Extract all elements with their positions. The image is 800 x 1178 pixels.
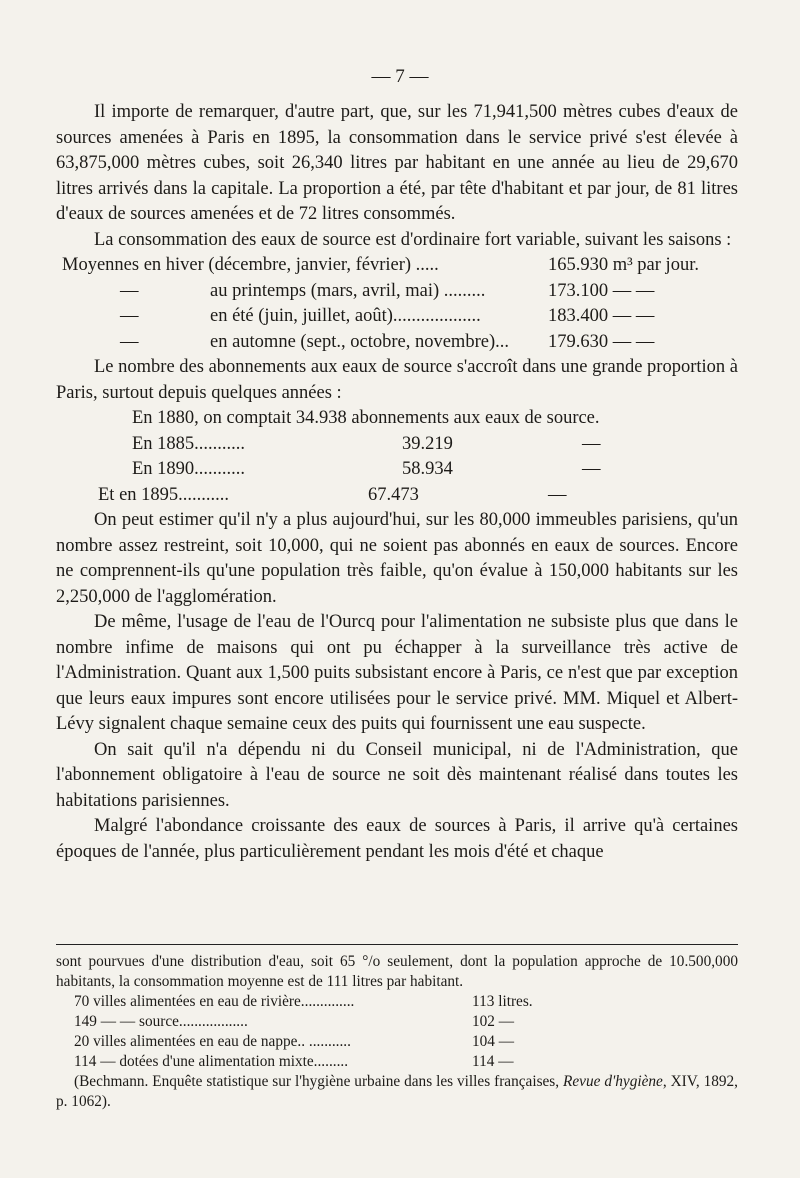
subscription-value: 58.934 — [402, 459, 453, 479]
footnote-source-prefix: (Bechmann. Enquête statistique sur l'hygiène urbaine dans les villes françaises, — [74, 1073, 560, 1090]
footnote-row — [56, 1012, 738, 1032]
paragraph-4: On peut estimer qu'il n'y a plus aujourd'hui, sur les 80,000 immeubles parisiens, qu'un nombre assez restreint, soit 10,000, qui ne soient pas abonnés en eaux de sources. Encore ne comprennent-ils qu'une population très faible, qu'on évalue à 150,000 habitants sur les 2,250,000 de l'agglomération. — [56, 510, 738, 607]
subscription-year: Et en 1895........... — [98, 484, 230, 505]
season-label: au printemps (mars, avril, mai) ......... — [210, 280, 486, 301]
main-text — [56, 100, 738, 865]
season-row — [56, 304, 738, 330]
season-row — [56, 253, 738, 279]
footnote-row — [56, 1032, 738, 1052]
footnote-intro: sont pourvues d'une distribution d'eau, soit 65 °/o seulement, dont la population approche de 10.500,000 habitants, la consommation moyenne est de 111 litres par habitant. — [56, 953, 738, 990]
footnote-value: 114 — — [472, 1053, 514, 1070]
subscription-row — [56, 432, 738, 458]
subscriptions-first-line: En 1880, on comptait 34.938 abonnements aux eaux de source. — [132, 408, 600, 428]
subscription-year: En 1890........... — [132, 459, 246, 479]
subscription-year: En 1885........... — [132, 433, 246, 454]
footnote-source — [56, 1072, 738, 1112]
footnote-value: 102 — — [472, 1013, 515, 1030]
season-table — [56, 253, 738, 355]
paragraph-7: Malgré l'abondance croissante des eaux de sources à Paris, il arrive qu'à certaines époques de l'année, plus particulièrement pendant les mois d'été et chaque — [56, 816, 738, 862]
footnote-source-journal: Revue d'hygiène — [563, 1073, 663, 1090]
season-value: 179.630 — — — [548, 331, 655, 352]
footnote-row — [56, 1052, 738, 1072]
footnote-value: 113 litres. — [472, 993, 533, 1010]
season-label: en automne (sept., octobre, novembre)... — [210, 331, 509, 352]
footnote — [56, 952, 738, 1112]
season-label: Moyennes en hiver (décembre, janvier, février) ..... — [62, 255, 439, 275]
footnote-label: 70 villes alimentées en eau de rivière.............. — [74, 993, 355, 1010]
footnote-value: 104 — — [472, 1033, 515, 1050]
season-value: 165.930 m³ par jour. — [548, 255, 699, 275]
footnote-row — [56, 992, 738, 1012]
subscription-dash: — — [582, 459, 601, 479]
season-label: en été (juin, juillet, août)................... — [210, 306, 481, 326]
subscription-value: 39.219 — [402, 433, 453, 454]
footnote-divider — [56, 944, 738, 945]
subscription-row — [56, 457, 738, 483]
season-dash: — — [120, 280, 139, 301]
footnote-label: 114 — dotées d'une alimentation mixte......... — [74, 1053, 349, 1070]
subscriptions-table — [56, 406, 738, 508]
subscription-dash: — — [582, 433, 601, 454]
season-row — [56, 279, 738, 305]
paragraph-1: Il importe de remarquer, d'autre part, que, sur les 71,941,500 mètres cubes d'eaux de sources amenées à Paris en 1895, la consommation dans le service privé s'est élevée à 63,875,000 mètres cubes, soit 26,340 litres par habitant en une année au lieu de 29,670 litres arrivés dans la capitale. La proportion a été, par tête d'habitant et par jour, de 81 litres d'eaux de sources amenées et de 72 litres consommés. — [56, 102, 738, 224]
footnote-label: 149 — — source.................. — [74, 1013, 248, 1030]
paragraph-6: On sait qu'il n'a dépendu ni du Conseil municipal, ni de l'Administration, que l'abonnement obligatoire à l'eau de source ne soit dès maintenant réalisé dans toutes les habitations parisiennes. — [56, 739, 738, 811]
season-dash: — — [120, 306, 139, 326]
footnote-label: 20 villes alimentées en eau de nappe.. ........... — [74, 1033, 351, 1050]
paragraph-2: La consommation des eaux de source est d'ordinaire fort variable, suivant les saisons : — [94, 229, 732, 250]
subscription-value: 67.473 — [368, 484, 419, 505]
subscription-row — [56, 483, 738, 509]
paragraph-5: De même, l'usage de l'eau de l'Ourcq pour l'alimentation ne subsiste plus que dans le nombre infime de maisons qui ont pu échapper à la surveillance très active de l'Administration. Quant aux 1,500 puits subsistant encore à Paris, ce n'est que par exception que leurs eaux impures sont encore utilisées pour le service privé. MM. Miquel et Albert-Lévy signalent chaque semaine ceux des puits qui fournissent une eau suspecte. — [56, 612, 738, 734]
season-row — [56, 330, 738, 356]
page-number: — 7 — — [371, 66, 429, 87]
paragraph-3: Le nombre des abonnements aux eaux de source s'accroît dans une grande proportion à Paris, surtout depuis quelques années : — [56, 357, 738, 403]
season-value: 183.400 — — — [548, 306, 655, 326]
footnote-source-suffix: , XIV, 1892, p. 1062). — [56, 1073, 739, 1110]
season-value: 173.100 — — — [548, 280, 655, 301]
season-dash: — — [120, 331, 139, 352]
subscription-dash: — — [548, 484, 567, 505]
